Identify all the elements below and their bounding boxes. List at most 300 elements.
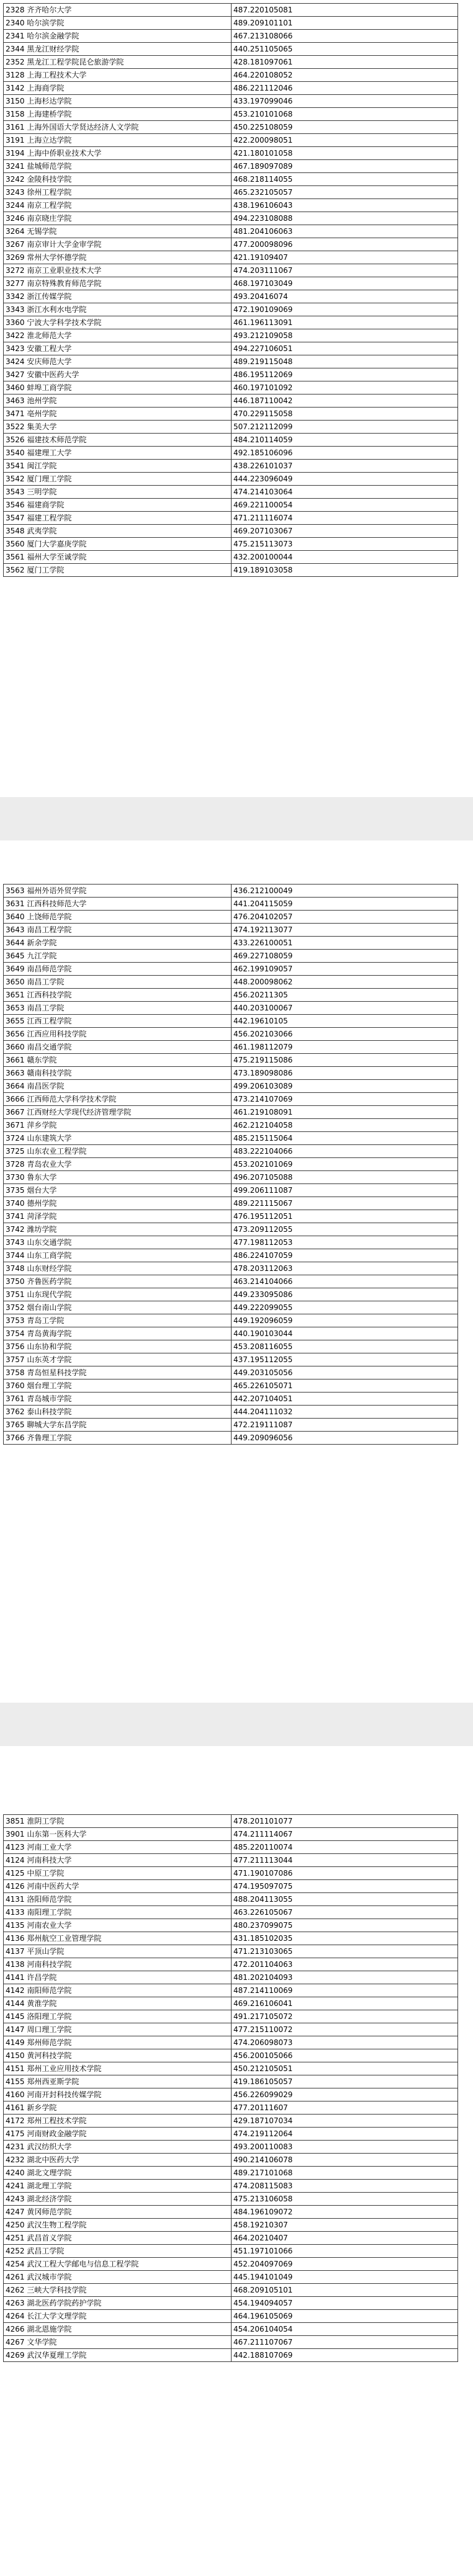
table-row xyxy=(4,1432,458,1445)
school-code-name-cell: 3724 山东建筑大学 xyxy=(4,1132,232,1145)
score-value-cell: 428.181097061 xyxy=(232,56,458,69)
table-row xyxy=(4,2258,458,2271)
score-value-cell: 452.204097069 xyxy=(232,2258,458,2271)
table-row xyxy=(4,1197,458,1210)
table-row xyxy=(4,173,458,186)
school-code-name-cell: 3541 闽江学院 xyxy=(4,460,232,473)
score-value-cell: 463.214104066 xyxy=(232,1275,458,1288)
table-row xyxy=(4,1041,458,1054)
school-code-name-cell: 4269 武汉华夏理工学院 xyxy=(4,2349,232,2362)
table-row xyxy=(4,950,458,963)
school-code-name-cell: 3563 福州外语外贸学院 xyxy=(4,885,232,898)
school-code-name-cell: 4266 湖北恩施学院 xyxy=(4,2323,232,2336)
score-value-cell: 433.226100051 xyxy=(232,937,458,950)
school-code-name-cell: 3277 南京特殊教育师范学院 xyxy=(4,277,232,290)
school-code-name-cell: 4150 黄河科技学院 xyxy=(4,2049,232,2062)
school-code-name-cell: 4142 南阳师范学院 xyxy=(4,1984,232,1997)
table-row xyxy=(4,2062,458,2075)
table-row xyxy=(4,1906,458,1919)
score-value-cell: 429.187107034 xyxy=(232,2115,458,2128)
score-value-cell: 491.217105072 xyxy=(232,2010,458,2023)
score-value-cell: 473.189098086 xyxy=(232,1067,458,1080)
table-row xyxy=(4,1171,458,1184)
score-value-cell: 474.214103064 xyxy=(232,486,458,499)
score-value-cell: 472.219111087 xyxy=(232,1419,458,1432)
school-code-name-cell: 4137 平顶山学院 xyxy=(4,1945,232,1958)
score-value-cell: 436.212100049 xyxy=(232,885,458,898)
score-value-cell: 477.200098096 xyxy=(232,238,458,251)
table-row xyxy=(4,355,458,368)
school-code-name-cell: 3758 青岛恒星科技学院 xyxy=(4,1366,232,1379)
score-value-cell: 444.204111032 xyxy=(232,1406,458,1419)
score-value-cell: 472.201104063 xyxy=(232,1958,458,1971)
school-code-name-cell: 3754 青岛黄海学院 xyxy=(4,1327,232,1340)
school-code-name-cell: 3666 江西师范大学科学技术学院 xyxy=(4,1093,232,1106)
school-code-name-cell: 3750 齐鲁医药学院 xyxy=(4,1275,232,1288)
score-value-cell: 471.211116074 xyxy=(232,512,458,525)
score-value-cell: 453.210101068 xyxy=(232,108,458,121)
table-row xyxy=(4,1841,458,1854)
school-code-name-cell: 3422 淮北师范大学 xyxy=(4,329,232,342)
score-value-cell: 474.195097075 xyxy=(232,1880,458,1893)
table-row xyxy=(4,2245,458,2258)
table-row xyxy=(4,1301,458,1314)
school-code-name-cell: 4160 河南开封科技传媒学院 xyxy=(4,2088,232,2101)
score-value-cell: 485.215115064 xyxy=(232,1132,458,1145)
table-row xyxy=(4,1262,458,1275)
score-value-cell: 477.198112053 xyxy=(232,1236,458,1249)
score-value-cell: 446.187110042 xyxy=(232,394,458,408)
school-code-name-cell: 4251 武昌首义学院 xyxy=(4,2232,232,2245)
score-value-cell: 431.185102035 xyxy=(232,1932,458,1945)
table-row xyxy=(4,447,458,460)
school-code-name-cell: 4147 周口理工学院 xyxy=(4,2023,232,2036)
school-code-name-cell: 3546 福建商学院 xyxy=(4,499,232,512)
table-row xyxy=(4,225,458,238)
table-row xyxy=(4,499,458,512)
table-row xyxy=(4,1119,458,1132)
table-row xyxy=(4,1984,458,1997)
school-code-name-cell: 4250 武汉生物工程学院 xyxy=(4,2219,232,2232)
school-code-name-cell: 3272 南京工业职业技术大学 xyxy=(4,264,232,277)
table-row xyxy=(4,186,458,199)
school-code-name-cell: 3161 上海外国语大学贤达经济人文学院 xyxy=(4,121,232,134)
table-row xyxy=(4,2349,458,2362)
school-code-name-cell: 4264 长江大学文理学院 xyxy=(4,2310,232,2323)
school-code-name-cell: 3851 淮阴工学院 xyxy=(4,1815,232,1828)
score-value-cell: 486.224107059 xyxy=(232,1249,458,1262)
table-row xyxy=(4,160,458,173)
school-code-name-cell: 3460 蚌埠工商学院 xyxy=(4,381,232,394)
school-code-name-cell: 3547 福建工程学院 xyxy=(4,512,232,525)
score-value-cell: 474.206098073 xyxy=(232,2036,458,2049)
school-code-name-cell: 3342 浙江传媒学院 xyxy=(4,290,232,303)
table-row xyxy=(4,303,458,316)
score-value-cell: 449.209096056 xyxy=(232,1432,458,1445)
score-value-cell: 493.20416074 xyxy=(232,290,458,303)
school-code-name-cell: 3743 山东交通学院 xyxy=(4,1236,232,1249)
table-row xyxy=(4,473,458,486)
school-code-name-cell: 3424 安庆师范大学 xyxy=(4,355,232,368)
school-code-name-cell: 4133 南阳理工学院 xyxy=(4,1906,232,1919)
school-code-name-cell: 3761 青岛城市学院 xyxy=(4,1393,232,1406)
score-value-cell: 449.233095086 xyxy=(232,1288,458,1301)
score-value-cell: 456.200105066 xyxy=(232,2049,458,2062)
school-code-name-cell: 3522 集美大学 xyxy=(4,421,232,434)
score-value-cell: 437.195112055 xyxy=(232,1353,458,1366)
score-value-cell: 477.211113044 xyxy=(232,1854,458,1867)
school-code-name-cell: 3671 萍乡学院 xyxy=(4,1119,232,1132)
score-value-cell: 477.20111607 xyxy=(232,2101,458,2115)
score-value-cell: 449.192096059 xyxy=(232,1314,458,1327)
school-code-name-cell: 4231 武汉纺织大学 xyxy=(4,2141,232,2154)
score-value-cell: 440.251105065 xyxy=(232,43,458,56)
table-row xyxy=(4,937,458,950)
school-code-name-cell: 3267 南京审计大学金审学院 xyxy=(4,238,232,251)
score-value-cell: 483.222104066 xyxy=(232,1145,458,1158)
school-code-name-cell: 4135 河南农业大学 xyxy=(4,1919,232,1932)
score-value-cell: 458.19210307 xyxy=(232,2219,458,2232)
table-row xyxy=(4,1132,458,1145)
table-row xyxy=(4,408,458,421)
table-row xyxy=(4,924,458,937)
table-row xyxy=(4,2310,458,2323)
score-value-cell: 471.213103065 xyxy=(232,1945,458,1958)
score-value-cell: 478.201101077 xyxy=(232,1815,458,1828)
table-row xyxy=(4,1366,458,1379)
table-row xyxy=(4,2193,458,2206)
score-value-cell: 468.197103049 xyxy=(232,277,458,290)
score-value-cell: 468.218114055 xyxy=(232,173,458,186)
table-row xyxy=(4,963,458,976)
score-value-cell: 493.212109058 xyxy=(232,329,458,342)
score-value-cell: 441.204115059 xyxy=(232,898,458,911)
school-code-name-cell: 3423 安徽工程大学 xyxy=(4,342,232,355)
score-value-cell: 464.220108052 xyxy=(232,69,458,82)
school-code-name-cell: 3543 三明学院 xyxy=(4,486,232,499)
school-code-name-cell: 4131 洛阳师范学院 xyxy=(4,1893,232,1906)
score-value-cell: 469.216106041 xyxy=(232,1997,458,2010)
score-value-cell: 467.189097089 xyxy=(232,160,458,173)
school-code-name-cell: 3150 上海杉达学院 xyxy=(4,95,232,108)
school-code-name-cell: 4263 湖北医药学院药护学院 xyxy=(4,2297,232,2310)
school-code-name-cell: 4136 郑州航空工业管理学院 xyxy=(4,1932,232,1945)
school-code-name-cell: 3663 赣南科技学院 xyxy=(4,1067,232,1080)
table-row xyxy=(4,2049,458,2062)
school-code-name-cell: 3748 山东财经学院 xyxy=(4,1262,232,1275)
school-code-name-cell: 3664 南昌医学院 xyxy=(4,1080,232,1093)
school-code-name-cell: 3650 南昌工学院 xyxy=(4,976,232,989)
school-code-name-cell: 4138 河南科技学院 xyxy=(4,1958,232,1971)
score-value-cell: 451.197101066 xyxy=(232,2245,458,2258)
score-value-cell: 461.219108091 xyxy=(232,1106,458,1119)
table-row xyxy=(4,1314,458,1327)
school-code-name-cell: 4125 中原工学院 xyxy=(4,1867,232,1880)
admission-score-table-1 xyxy=(3,3,458,577)
table-row xyxy=(4,525,458,538)
table-row xyxy=(4,460,458,473)
table-row xyxy=(4,2232,458,2245)
table-row xyxy=(4,2284,458,2297)
table-row xyxy=(4,2075,458,2088)
table-row xyxy=(4,2128,458,2141)
school-code-name-cell: 3744 山东工商学院 xyxy=(4,1249,232,1262)
score-value-cell: 450.225108059 xyxy=(232,121,458,134)
table-row xyxy=(4,342,458,355)
school-code-name-cell: 3655 江西工程学院 xyxy=(4,1015,232,1028)
school-code-name-cell: 3542 厦门理工学院 xyxy=(4,473,232,486)
score-value-cell: 432.200100044 xyxy=(232,551,458,564)
score-value-cell: 438.196106043 xyxy=(232,199,458,212)
school-code-name-cell: 4175 河南财政金融学院 xyxy=(4,2128,232,2141)
table-row xyxy=(4,2336,458,2349)
school-code-name-cell: 4240 湖北文理学院 xyxy=(4,2167,232,2180)
table-row xyxy=(4,1210,458,1223)
table-row xyxy=(4,2323,458,2336)
table-row xyxy=(4,1054,458,1067)
school-code-name-cell: 3427 安徽中医药大学 xyxy=(4,368,232,381)
score-value-cell: 467.211107067 xyxy=(232,2336,458,2349)
score-value-cell: 473.209112055 xyxy=(232,1223,458,1236)
table-row xyxy=(4,147,458,160)
school-code-name-cell: 3360 宁波大学科学技术学院 xyxy=(4,316,232,329)
table-row xyxy=(4,394,458,408)
table-row xyxy=(4,1223,458,1236)
school-code-name-cell: 3194 上海中侨职业技术大学 xyxy=(4,147,232,160)
school-code-name-cell: 3631 江西科技师范大学 xyxy=(4,898,232,911)
score-value-cell: 461.198112079 xyxy=(232,1041,458,1054)
score-value-cell: 422.200098051 xyxy=(232,134,458,147)
school-code-name-cell: 3561 福州大学至诚学院 xyxy=(4,551,232,564)
table-row xyxy=(4,2101,458,2115)
score-value-cell: 486.221112046 xyxy=(232,82,458,95)
school-code-name-cell: 4155 郑州西亚斯学院 xyxy=(4,2075,232,2088)
page-gap-2 xyxy=(0,1703,473,1746)
school-code-name-cell: 3762 泰山科技学院 xyxy=(4,1406,232,1419)
school-code-name-cell: 3757 山东英才学院 xyxy=(4,1353,232,1366)
score-value-cell: 507.212112099 xyxy=(232,421,458,434)
score-value-cell: 445.194101049 xyxy=(232,2271,458,2284)
table-row xyxy=(4,1093,458,1106)
table-row xyxy=(4,564,458,577)
school-code-name-cell: 3660 南昌交通学院 xyxy=(4,1041,232,1054)
school-code-name-cell: 4254 武汉工程大学邮电与信息工程学院 xyxy=(4,2258,232,2271)
table-row xyxy=(4,17,458,30)
score-value-cell: 486.195112069 xyxy=(232,368,458,381)
table-row xyxy=(4,486,458,499)
school-code-name-cell: 3730 鲁东大学 xyxy=(4,1171,232,1184)
table-row xyxy=(4,108,458,121)
school-code-name-cell: 3640 上饶师范学院 xyxy=(4,911,232,924)
score-value-cell: 472.190109069 xyxy=(232,303,458,316)
school-code-name-cell: 4243 湖北经济学院 xyxy=(4,2193,232,2206)
table-row xyxy=(4,30,458,43)
score-value-cell: 494.227106051 xyxy=(232,342,458,355)
score-value-cell: 487.214110069 xyxy=(232,1984,458,1997)
table-row xyxy=(4,989,458,1002)
table-row xyxy=(4,1406,458,1419)
school-code-name-cell: 3562 厦门工学院 xyxy=(4,564,232,577)
score-value-cell: 488.204113055 xyxy=(232,1893,458,1906)
table-row xyxy=(4,1419,458,1432)
score-value-cell: 465.226105071 xyxy=(232,1379,458,1393)
table-row xyxy=(4,1971,458,1984)
score-value-cell: 442.188107069 xyxy=(232,2349,458,2362)
score-value-cell: 490.214106078 xyxy=(232,2154,458,2167)
table-row xyxy=(4,277,458,290)
table-row xyxy=(4,1340,458,1353)
table-row xyxy=(4,1145,458,1158)
school-code-name-cell: 4267 文华学院 xyxy=(4,2336,232,2349)
school-code-name-cell: 3649 南昌师范学院 xyxy=(4,963,232,976)
score-value-cell: 485.220110074 xyxy=(232,1841,458,1854)
school-code-name-cell: 3656 江西应用科技学院 xyxy=(4,1028,232,1041)
table-row xyxy=(4,1854,458,1867)
school-code-name-cell: 3753 青岛工学院 xyxy=(4,1314,232,1327)
school-code-name-cell: 3644 新余学院 xyxy=(4,937,232,950)
score-value-cell: 442.19610105 xyxy=(232,1015,458,1028)
school-code-name-cell: 3264 无锡学院 xyxy=(4,225,232,238)
table-row xyxy=(4,2167,458,2180)
table-row xyxy=(4,368,458,381)
score-value-cell: 448.200098062 xyxy=(232,976,458,989)
table-row xyxy=(4,898,458,911)
score-value-cell: 469.227108059 xyxy=(232,950,458,963)
school-code-name-cell: 3142 上海商学院 xyxy=(4,82,232,95)
school-code-name-cell: 2341 哈尔滨金融学院 xyxy=(4,30,232,43)
score-value-cell: 462.212104058 xyxy=(232,1119,458,1132)
school-code-name-cell: 4247 黄冈师范学院 xyxy=(4,2206,232,2219)
score-value-cell: 478.203112063 xyxy=(232,1262,458,1275)
school-code-name-cell: 4232 湖北中医药大学 xyxy=(4,2154,232,2167)
table-row xyxy=(4,1106,458,1119)
score-value-cell: 489.219115048 xyxy=(232,355,458,368)
school-code-name-cell: 3756 山东协和学院 xyxy=(4,1340,232,1353)
table-row xyxy=(4,2088,458,2101)
school-code-name-cell: 3540 福建理工大学 xyxy=(4,447,232,460)
table-row xyxy=(4,1249,458,1262)
school-code-name-cell: 3560 厦门大学嘉庚学院 xyxy=(4,538,232,551)
score-value-cell: 474.211114067 xyxy=(232,1828,458,1841)
table-row xyxy=(4,238,458,251)
table-row xyxy=(4,1275,458,1288)
school-code-name-cell: 3741 菏泽学院 xyxy=(4,1210,232,1223)
admission-score-table-3 xyxy=(3,1814,458,2362)
table-row xyxy=(4,1028,458,1041)
score-value-cell: 484.196109072 xyxy=(232,2206,458,2219)
table-row xyxy=(4,69,458,82)
table-row xyxy=(4,911,458,924)
table-row xyxy=(4,1379,458,1393)
school-code-name-cell: 4172 郑州工程技术学院 xyxy=(4,2115,232,2128)
score-value-cell: 421.180101058 xyxy=(232,147,458,160)
table-row xyxy=(4,1353,458,1366)
table-row xyxy=(4,381,458,394)
table-row xyxy=(4,1158,458,1171)
table-row xyxy=(4,2010,458,2023)
school-code-name-cell: 3667 江西财经大学现代经济管理学院 xyxy=(4,1106,232,1119)
score-value-cell: 444.223096049 xyxy=(232,473,458,486)
school-code-name-cell: 3725 山东农业工程学院 xyxy=(4,1145,232,1158)
school-code-name-cell: 3128 上海工程技术大学 xyxy=(4,69,232,82)
score-value-cell: 453.202101069 xyxy=(232,1158,458,1171)
score-value-cell: 456.202103066 xyxy=(232,1028,458,1041)
school-code-name-cell: 3241 盐城师范学院 xyxy=(4,160,232,173)
table-row xyxy=(4,1945,458,1958)
table-row xyxy=(4,56,458,69)
score-value-cell: 464.20210407 xyxy=(232,2232,458,2245)
score-value-cell: 481.202104093 xyxy=(232,1971,458,1984)
score-value-cell: 449.203105056 xyxy=(232,1366,458,1379)
table-row xyxy=(4,2206,458,2219)
score-value-cell: 460.197101092 xyxy=(232,381,458,394)
school-code-name-cell: 3643 南昌工程学院 xyxy=(4,924,232,937)
score-value-cell: 419.186105057 xyxy=(232,2075,458,2088)
school-code-name-cell: 3735 烟台大学 xyxy=(4,1184,232,1197)
school-code-name-cell: 3269 常州大学怀德学院 xyxy=(4,251,232,264)
school-code-name-cell: 2344 黑龙江财经学院 xyxy=(4,43,232,56)
score-value-cell: 475.215113073 xyxy=(232,538,458,551)
score-value-cell: 465.232105057 xyxy=(232,186,458,199)
score-value-cell: 474.203111067 xyxy=(232,264,458,277)
score-value-cell: 442.207104051 xyxy=(232,1393,458,1406)
score-value-cell: 476.204102057 xyxy=(232,911,458,924)
score-value-cell: 487.220105081 xyxy=(232,4,458,17)
score-value-cell: 450.212105051 xyxy=(232,2062,458,2075)
score-value-cell: 477.215110072 xyxy=(232,2023,458,2036)
table-row xyxy=(4,134,458,147)
school-code-name-cell: 4144 黄淮学院 xyxy=(4,1997,232,2010)
score-value-cell: 476.195112051 xyxy=(232,1210,458,1223)
score-value-cell: 456.226099029 xyxy=(232,2088,458,2101)
school-code-name-cell: 4262 三峡大学科技学院 xyxy=(4,2284,232,2297)
score-value-cell: 493.200110083 xyxy=(232,2141,458,2154)
school-code-name-cell: 3471 亳州学院 xyxy=(4,408,232,421)
table-row xyxy=(4,316,458,329)
table-row xyxy=(4,538,458,551)
score-value-cell: 470.229115058 xyxy=(232,408,458,421)
table-row xyxy=(4,512,458,525)
score-value-cell: 473.214107069 xyxy=(232,1093,458,1106)
score-value-cell: 480.237099075 xyxy=(232,1919,458,1932)
score-value-cell: 474.219112064 xyxy=(232,2128,458,2141)
table-row xyxy=(4,2180,458,2193)
score-value-cell: 474.208115083 xyxy=(232,2180,458,2193)
school-code-name-cell: 2340 哈尔滨学院 xyxy=(4,17,232,30)
score-value-cell: 449.222099055 xyxy=(232,1301,458,1314)
table-row xyxy=(4,199,458,212)
score-value-cell: 469.221100054 xyxy=(232,499,458,512)
school-code-name-cell: 3191 上海立达学院 xyxy=(4,134,232,147)
score-value-cell: 484.210114059 xyxy=(232,434,458,447)
school-code-name-cell: 3742 潍坊学院 xyxy=(4,1223,232,1236)
school-code-name-cell: 3651 江西科技学院 xyxy=(4,989,232,1002)
table-row xyxy=(4,4,458,17)
table-row xyxy=(4,1288,458,1301)
table-row xyxy=(4,1828,458,1841)
school-code-name-cell: 2328 齐齐哈尔大学 xyxy=(4,4,232,17)
table-row xyxy=(4,251,458,264)
score-value-cell: 467.213108066 xyxy=(232,30,458,43)
table-row xyxy=(4,82,458,95)
table-row xyxy=(4,421,458,434)
table-row xyxy=(4,2219,458,2232)
school-code-name-cell: 4124 河南科技大学 xyxy=(4,1854,232,1867)
table-row xyxy=(4,2036,458,2049)
table-row xyxy=(4,2271,458,2284)
table-row xyxy=(4,264,458,277)
table-row xyxy=(4,976,458,989)
